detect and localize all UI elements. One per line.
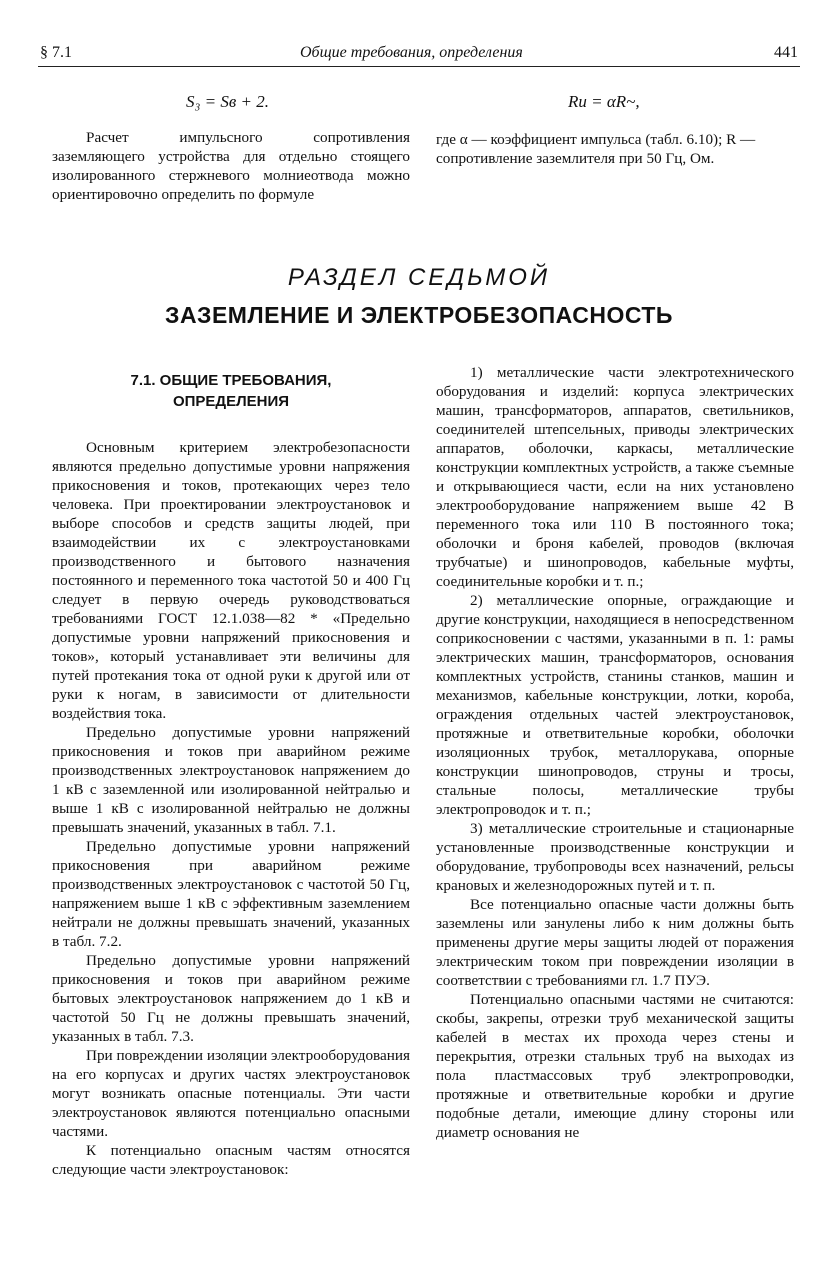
header-rule — [38, 66, 800, 67]
top-right-text — [436, 130, 794, 168]
subsection-heading-line1: 7.1. ОБЩИЕ ТРЕБОВАНИЯ, — [130, 372, 332, 389]
running-title: Общие требования, определения — [300, 44, 523, 61]
section-kicker: РАЗДЕЛ СЕДЬМОЙ — [287, 264, 551, 291]
paragraph: 3) металлические строительные и стационарные установленные производственные конструкции и оборудование, трубопроводы всех назначений, рельсы крановых и железнодорожных путей и т. п. — [436, 820, 794, 894]
formula-right: Rи = αR~, — [568, 92, 640, 111]
paragraph: Все потенциально опасные части должны быть заземлены или занулены либо к ним должны быть применены другие меры защиты людей от поражения электрическим током при повреждении изоляции в соответствии с требованиями гл. 1.7 ПУЭ. — [436, 896, 794, 989]
paragraph: 1) металлические части электротехнического оборудования и изделий: корпуса электрических машин, трансформаторов, аппаратов, светильников, соединителей штепсельных, приводы электрических аппаратов, оболочки, каркасы, металлические конструкции комплектных устройств, а также съемные и открывающиеся части, если на них установлено электрооборудование напряжением выше 42 В переменного тока или 110 В постоянного тока; оболочки и броня кабелей, проводов (включая трубчатые) и шинопроводов, кабельные муфты, соединительные коробки и т. п.; — [436, 364, 794, 590]
paragraph: 2) металлические опорные, ограждающие и другие конструкции, находящиеся в непосредственном соприкосновении с частями, указанными в п. 1: рамы электрических машин, трансформаторов, основания комплектных устройств, станины станков, машин и механизмов, кабельные конструкции, лотки, короба, ограждения отдельных частей электроустановок, протяжные и ответвительные коробки, оболочки изоляционных трубок, металлорукава, опорные конструкции шинопроводов, струны и тросы, стальные полосы, металлические трубы электропроводок и т. п.; — [436, 592, 794, 818]
paragraph: Предельно допустимые уровни напряжений прикосновения и токов при аварийном режиме производственных электроустановок напряжением до 1 кВ с заземленной или изолированной нейтралью и выше 1 кВ с изолированной нейтралью не должны превышать значений, указанных в табл. 7.1. — [52, 724, 410, 836]
paragraph: Предельно допустимые уровни напряжений прикосновения и токов при аварийном режиме бытовых электроустановок напряжением до 1 кВ и частотой 50 Гц не должны превышать значений, указанных в табл. 7.3. — [52, 952, 410, 1045]
paragraph: Расчет импульсного сопротивления заземляющего устройства для отдельно стоящего изолированного стержневого молниеотвода можно ориентировочно определить по формуле — [52, 129, 410, 203]
top-left-text — [52, 128, 410, 204]
paragraph: К потенциально опасным частям относятся следующие части электроустановок: — [52, 1142, 410, 1178]
subsection-heading — [52, 370, 410, 412]
paragraph: Потенциально опасными частями не считаются: скобы, закрепы, отрезки труб механической защиты кабелей в местах их прохода через стены и перекрытия, отрезки стальных труб на выходах из пола пластмассовых труб электропроводки, протяжные и ответвительные коробки и другие подобные детали, имеющие длину стороны или диаметр основания не — [436, 991, 794, 1141]
paragraph: Основным критерием электробезопасности являются предельно допустимые уровни напряжения прикосновения и токов, протекающих через тело человека. При проектировании электроустановок и выборе способов и средств защиты людей, при взаимодействии их с электроустановками производственного и бытового назначения постоянного и переменного тока частотой 50 и 400 Гц следует в первую очередь руководствоваться требованиями ГОСТ 12.1.038—82 * «Предельно допустимые уровни напряжений прикосновения и токов», который устанавливает эти величины для путей протекания тока от одной руки к другой или от руки к ногам, в зависимости от длительности воздействия тока. — [52, 439, 410, 722]
page-number: 441 — [774, 44, 798, 61]
section-title: ЗАЗЕМЛЕНИЕ И ЭЛЕКТРОБЕЗОПАСНОСТЬ — [165, 302, 673, 328]
section-mark: § 7.1 — [40, 44, 72, 61]
subsection-heading-line2: ОПРЕДЕЛЕНИЯ — [172, 393, 290, 410]
paragraph: где α — коэффициент импульса (табл. 6.10); R — сопротивление заземлителя при 50 Гц, Ом. — [436, 131, 756, 167]
left-column — [52, 438, 410, 1179]
paragraph: При повреждении изоляции электрооборудования на его корпусах и других частях электроустановок могут возникать опасные потенциалы. Эти части электроустановок являются потенциально опасными частями. — [52, 1047, 411, 1140]
paragraph: Предельно допустимые уровни напряжений прикосновения при аварийном режиме производственных электроустановок с частотой 50 Гц, напряжением выше 1 кВ с эффективным заземлением нейтрали не должны превышать значений, указанных в табл. 7.2. — [52, 838, 410, 950]
formula-left: S₃ = Sв + 2. — [186, 92, 269, 111]
right-column — [436, 363, 794, 1142]
